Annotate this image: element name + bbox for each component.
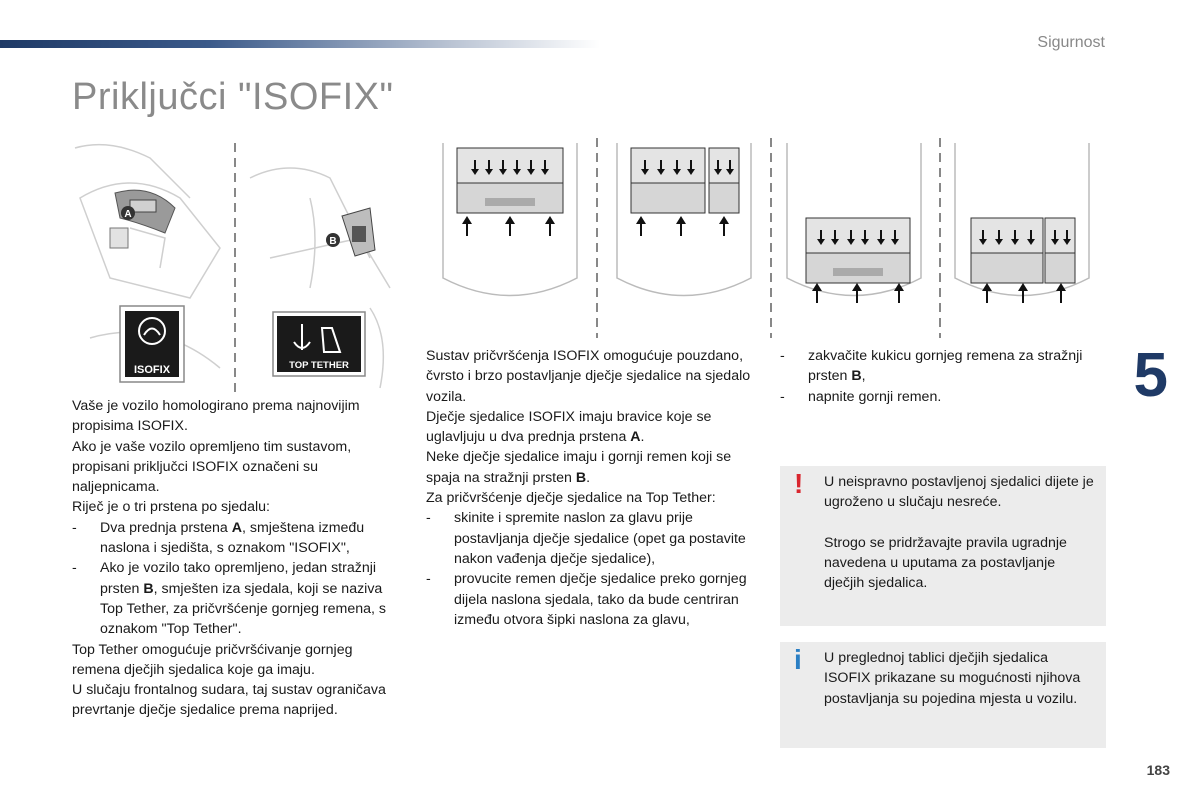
seat-layout-4	[955, 143, 1089, 303]
ring-a-marker	[121, 206, 135, 220]
page-title: Priključci "ISOFIX"	[72, 76, 394, 118]
top-tether-badge	[273, 312, 365, 376]
paragraph: Dječje sjedalice ISOFIX imaju bravice koje se uglavljuju u dva prednja prstena A.	[426, 408, 712, 446]
middle-text-column	[426, 346, 756, 630]
list-item: - Ako je vozilo tako opremljeno, jedan stražnji prsten B, smješten iza sjedala, koji se naziva Top Tether, za pričvršćenje gornjeg remena, s oznakom "Top Tether".	[72, 558, 392, 639]
right-text-column	[780, 346, 1090, 407]
isofix-badge	[120, 306, 184, 382]
chapter-number: 5	[1133, 341, 1168, 410]
paragraph: Vaše je vozilo homologirano prema najnovijim propisima ISOFIX.	[72, 398, 360, 435]
top-tether-badge-label: TOP TETHER	[289, 360, 349, 371]
warning-icon: !	[794, 468, 804, 499]
warning-note	[780, 466, 1106, 626]
anchor-location-illustration	[70, 138, 400, 398]
dash-marker: -	[72, 519, 77, 536]
paragraph: Riječ je o tri prstena po sjedalu:	[72, 499, 270, 516]
dash-marker: -	[780, 348, 785, 364]
seat-layout-3	[787, 143, 921, 303]
list-item: - zakvačite kukicu gornjeg remena za stražnji prsten B,	[780, 346, 1090, 387]
ring-b-label: B	[329, 236, 337, 247]
dash-marker: -	[72, 560, 77, 577]
dash-marker: -	[426, 510, 431, 527]
dash-marker: -	[426, 571, 431, 588]
list-item: - Dva prednja prstena A, smještena između naslona i sjedišta, s oznakom "ISOFIX",	[72, 518, 392, 559]
ring-a-label: A	[124, 209, 132, 220]
paragraph: U preglednoj tablici dječjih sjedalica ISOFIX prikazane su mogućnosti njihova postavljanja su pojedina mjesta u vozilu.	[824, 650, 1081, 707]
paragraph: Ako je vaše vozilo opremljeno tim sustavom, propisani priključci ISOFIX označeni su naljepnicama.	[72, 438, 352, 496]
page-number: 183	[1146, 762, 1170, 778]
section-label: Sigurnost	[1037, 34, 1105, 51]
seat-layout-1	[443, 143, 577, 296]
header-accent-bar	[0, 40, 600, 48]
seat-layout-2	[617, 143, 751, 296]
list-item: - provucite remen dječje sjedalice preko gornjeg dijela naslona sjedala, tako da bude centriran između otvora šipki naslona za glavu,	[426, 569, 756, 630]
info-icon: i	[794, 644, 802, 675]
paragraph: Neke dječje sjedalice imaju i gornji remen koji se spaja na stražnji prsten B.	[426, 449, 732, 486]
paragraph: U slučaju frontalnog sudara, taj sustav ograničava prevrtanje dječje sjedalice prema naprijed.	[72, 682, 386, 719]
list-item: - skinite i spremite naslon za glavu prije postavljanja dječje sjedalice (opet ga postavite nakon vađenja dječje sjedalice),	[426, 508, 756, 569]
seat-layout-diagrams	[425, 138, 1110, 338]
ring-b-marker	[326, 233, 340, 247]
paragraph: U neispravno postavljenoj sjedalici dijete je ugroženo u slučaju nesreće.	[824, 474, 1094, 511]
info-note	[780, 642, 1106, 748]
list-item: - napnite gornji remen.	[780, 387, 1090, 407]
isofix-badge-label: ISOFIX	[133, 364, 171, 376]
paragraph: Strogo se pridržavajte pravila ugradnje navedena u uputama za postavljanje dječjih sjedalica.	[824, 534, 1067, 592]
dash-marker: -	[780, 388, 785, 405]
left-text-column	[72, 396, 392, 721]
paragraph: Sustav pričvršćenja ISOFIX omogućuje pouzdano, čvrsto i brzo postavljanje dječje sjedalice na sjedalo vozila.	[426, 348, 751, 405]
paragraph: Za pričvršćenje dječje sjedalice na Top Tether:	[426, 490, 716, 507]
paragraph: Top Tether omogućuje pričvršćivanje gornjeg remena dječjih sjedalica koje ga imaju.	[72, 641, 353, 678]
